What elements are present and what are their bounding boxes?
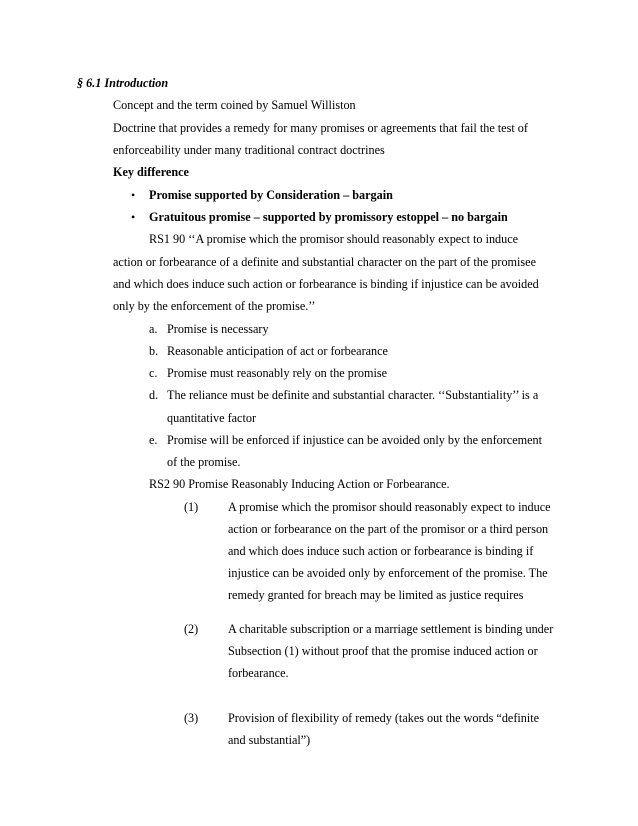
subsection-text: action or forbearance on the part of the promisor or a third person xyxy=(228,522,549,536)
bullet-icon: • xyxy=(131,210,136,224)
subsection-marker: (2) xyxy=(184,622,199,636)
list-item-text: Promise must reasonably rely on the promise xyxy=(167,366,388,380)
key-difference-label: Key difference xyxy=(113,165,189,179)
doctrine-line-2: enforceability under many traditional contract doctrines xyxy=(113,143,385,157)
subsection-text: Subsection (1) without proof that the promise induced action or xyxy=(228,644,538,658)
subsection-text: A charitable subscription or a marriage settlement is binding under xyxy=(228,622,554,636)
rs1-line-2: action or forbearance of a definite and substantial character on the part of the promisee xyxy=(113,255,536,269)
subsection-marker: (1) xyxy=(184,500,199,514)
doctrine-line-1: Doctrine that provides a remedy for many promises or agreements that fail the test of xyxy=(113,121,528,135)
subsection-text: A promise which the promisor should reasonably expect to induce xyxy=(228,500,551,514)
subsection-text: Provision of flexibility of remedy (takes out the words “definite xyxy=(228,711,540,725)
subsection-text: and which does induce such action or forbearance is binding if xyxy=(228,544,534,558)
list-marker: a. xyxy=(149,322,158,336)
bullet-text-consideration: Promise supported by Consideration – bargain xyxy=(149,188,393,202)
bullet-text-gratuitous: Gratuitous promise – supported by promissory estoppel – no bargain xyxy=(149,210,508,224)
list-marker: d. xyxy=(149,388,159,402)
rs1-line-1: RS1 90 ‘‘A promise which the promisor should reasonably expect to induce xyxy=(149,232,519,246)
section-heading: § 6.1 Introduction xyxy=(77,76,169,90)
list-item-text: Reasonable anticipation of act or forbearance xyxy=(167,344,388,358)
list-marker: e. xyxy=(149,433,158,447)
rs1-line-3: and which does induce such action or forbearance is binding if injustice can be avoided xyxy=(113,277,539,291)
concept-line: Concept and the term coined by Samuel Williston xyxy=(113,98,356,112)
subsection-text: remedy granted for breach may be limited as justice requires xyxy=(228,588,524,602)
subsection-text: injustice can be avoided only by enforcement of the promise. The xyxy=(228,566,548,580)
list-item-text-continued: quantitative factor xyxy=(167,411,256,425)
rs1-line-4: only by the enforcement of the promise.’’ xyxy=(113,299,316,313)
list-marker: b. xyxy=(149,344,159,358)
subsection-text: forbearance. xyxy=(228,666,289,680)
subsection-marker: (3) xyxy=(184,711,199,725)
list-item-text: Promise will be enforced if injustice can be avoided only by the enforcement xyxy=(167,433,542,447)
rs2-heading: RS2 90 Promise Reasonably Inducing Action or Forbearance. xyxy=(149,477,450,491)
list-item-text-continued: of the promise. xyxy=(167,455,241,469)
list-item-text: Promise is necessary xyxy=(167,322,269,336)
subsection-text: and substantial”) xyxy=(228,733,311,747)
bullet-icon: • xyxy=(131,188,136,202)
list-item-text: The reliance must be definite and substantial character. ‘‘Substantiality’’ is a xyxy=(167,388,539,402)
list-marker: c. xyxy=(149,366,158,380)
